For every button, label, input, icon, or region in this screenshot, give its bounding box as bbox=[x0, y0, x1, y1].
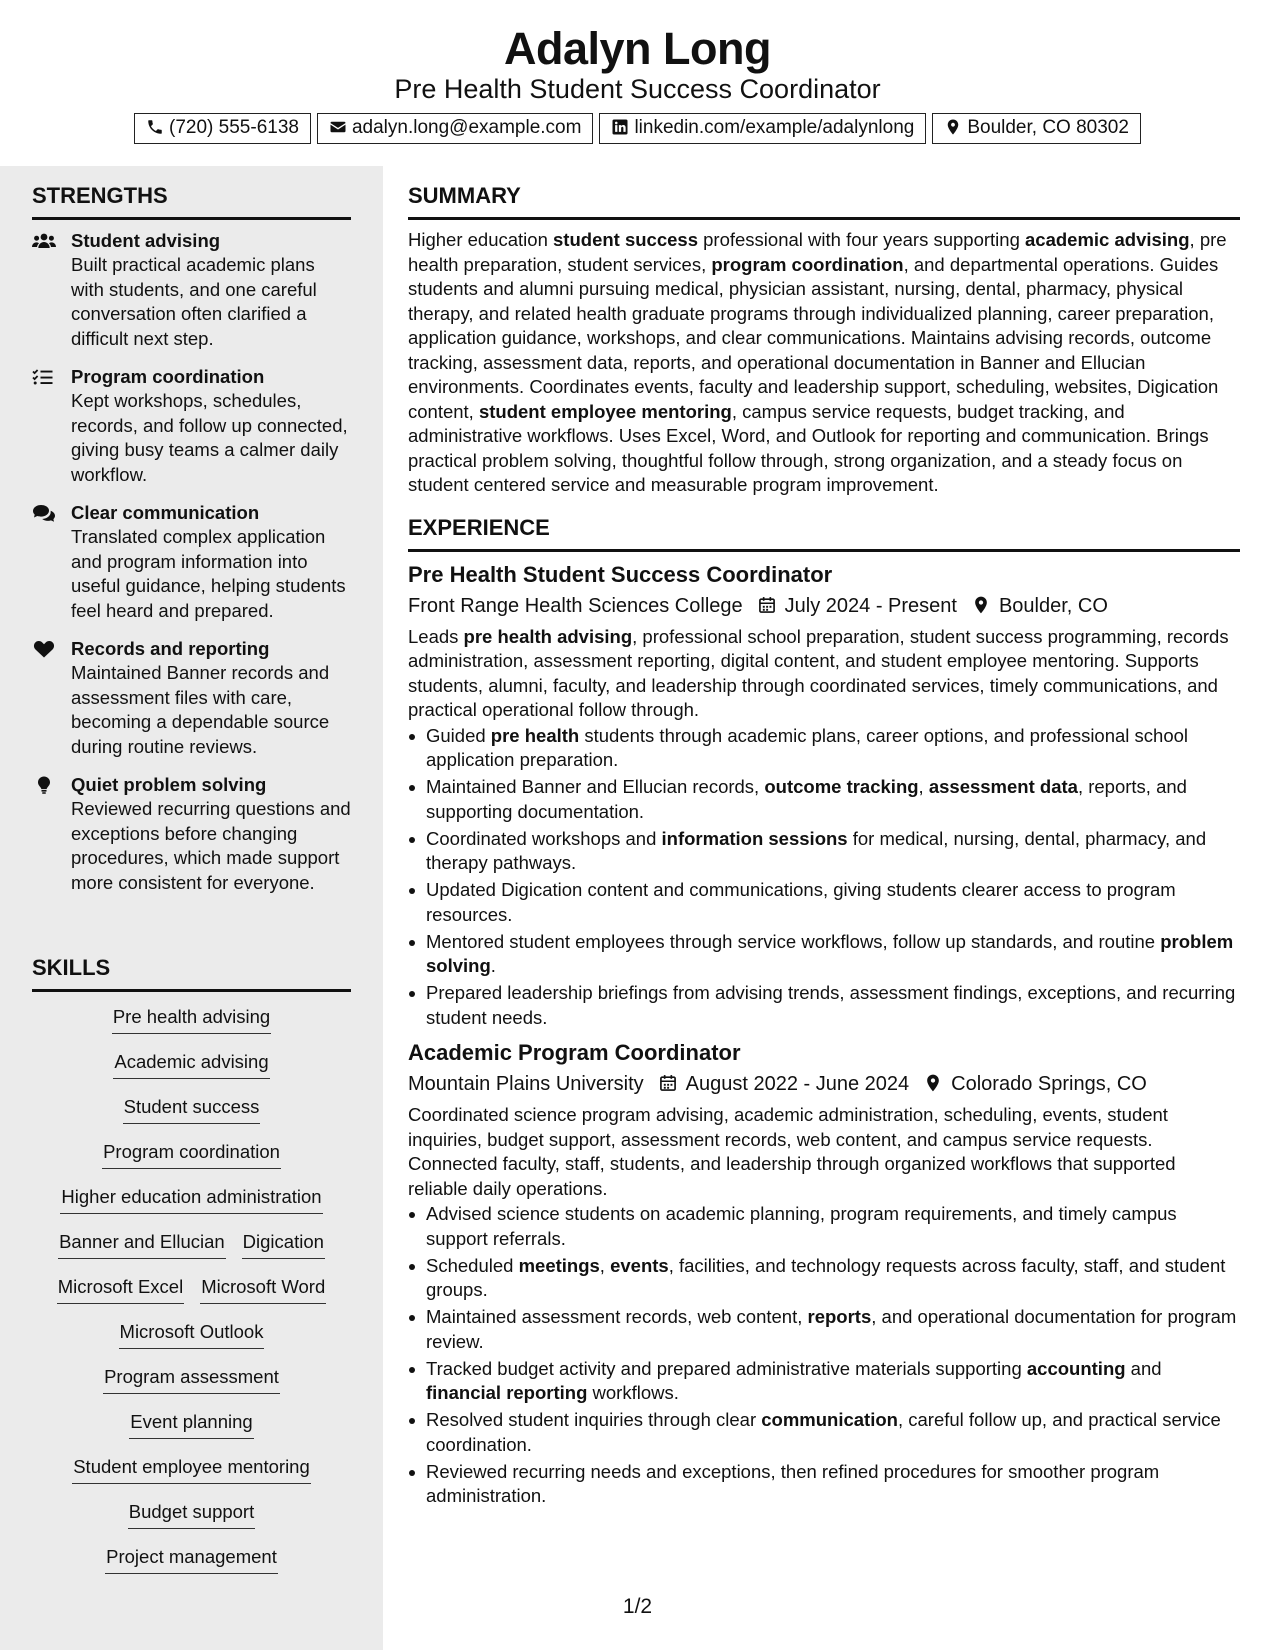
job-bullet: Tracked budget activity and prepared administrative materials supporting accounting and financial reporting workflows. bbox=[426, 1357, 1240, 1406]
strength-description: Maintained Banner records and assessment files with care, becoming a dependable source during routine reviews. bbox=[71, 662, 330, 757]
skill-tag: Event planning bbox=[129, 1409, 253, 1439]
skill-row bbox=[32, 1274, 351, 1319]
job-dates: July 2024 - Present bbox=[784, 594, 957, 617]
calendar-icon bbox=[658, 1073, 678, 1093]
bold-keyword: communication bbox=[761, 1409, 898, 1430]
job-bullet: Scheduled meetings, events, facilities, and technology requests across faculty, staff, and student groups. bbox=[426, 1254, 1240, 1303]
strength-item bbox=[32, 773, 352, 895]
bold-keyword: events bbox=[610, 1254, 669, 1276]
job-bullet: Guided pre health students through academic plans, career options, and professional school application preparation. bbox=[426, 724, 1240, 773]
job-bullet: Updated Digication content and communications, giving students clearer access to program resources. bbox=[426, 878, 1240, 927]
envelope-icon bbox=[329, 118, 347, 136]
skill-row bbox=[32, 1319, 351, 1364]
bold-keyword: reports bbox=[807, 1306, 872, 1327]
job-organization: Front Range Health Sciences College bbox=[408, 594, 743, 617]
skill-row bbox=[32, 1409, 351, 1454]
skill-tag: Project management bbox=[105, 1544, 278, 1574]
skill-tag: Student success bbox=[123, 1094, 261, 1124]
strength-title: Clear communication bbox=[71, 502, 260, 523]
contact-linkedin-text: linkedin.com/example/adalynlong bbox=[634, 117, 915, 138]
job-location: Boulder, CO bbox=[998, 594, 1108, 617]
job-bullet: Advised science students on academic planning, program requirements, and timely campus support referrals. bbox=[426, 1202, 1240, 1251]
strength-description: Built practical academic plans with students, and one careful conversation often clarified a difficult next step. bbox=[71, 254, 317, 349]
lightbulb-icon bbox=[32, 776, 56, 794]
strengths-list bbox=[32, 229, 352, 909]
bold-keyword: assessment data bbox=[928, 776, 1078, 797]
strength-description: Reviewed recurring questions and exceptions before changing procedures, which made support more consistent for everyone. bbox=[71, 798, 351, 893]
skill-tag: Microsoft Excel bbox=[57, 1274, 184, 1304]
strength-title: Records and reporting bbox=[71, 638, 270, 659]
contact-phone-text: (720) 555-6138 bbox=[169, 117, 299, 138]
skill-tag: Banner and Ellucian bbox=[58, 1229, 226, 1259]
skill-row bbox=[32, 1049, 351, 1094]
contact-linkedin[interactable] bbox=[599, 113, 926, 144]
skill-tag: Pre health advising bbox=[112, 1004, 271, 1034]
skill-row bbox=[32, 1364, 351, 1409]
summary-heading: SUMMARY bbox=[408, 183, 1240, 220]
skill-tag: Microsoft Outlook bbox=[119, 1319, 265, 1349]
strength-item bbox=[32, 229, 352, 351]
users-icon bbox=[32, 232, 56, 250]
heart-icon bbox=[32, 640, 56, 658]
job-title: Pre Health Student Success Coordinator bbox=[408, 561, 833, 587]
skill-row bbox=[32, 1499, 351, 1544]
job-bullets bbox=[408, 724, 1240, 1031]
bold-keyword: academic advising bbox=[1025, 229, 1190, 250]
strength-item bbox=[32, 501, 352, 623]
job-description: Coordinated science program advising, academic administration, scheduling, events, student inquiries, budget support, assessment records, web content, and campus service requests. Connected faculty, staff, students, and leadership through organized workflows that supported reliable daily operations. bbox=[408, 1104, 1176, 1199]
skill-row bbox=[32, 1184, 351, 1229]
contact-bar bbox=[0, 113, 1275, 144]
strengths-heading: STRENGTHS bbox=[32, 183, 351, 220]
strength-item bbox=[32, 365, 352, 487]
job-bullet: Reviewed recurring needs and exceptions, then refined procedures for smoother program administration. bbox=[426, 1460, 1240, 1509]
bold-keyword: outcome tracking bbox=[764, 776, 919, 797]
strength-title: Quiet problem solving bbox=[71, 774, 267, 795]
phone-icon bbox=[146, 118, 164, 136]
job-bullet: Coordinated workshops and information sessions for medical, nursing, dental, pharmacy, and therapy pathways. bbox=[426, 827, 1240, 876]
skill-tag: Program coordination bbox=[102, 1139, 281, 1169]
page-number: 1/2 bbox=[622, 1595, 653, 1618]
linkedin-icon bbox=[611, 118, 629, 136]
summary-text: Higher education student success professional with four years supporting academic advising, pre health preparation, student services, program coordination, and departmental operations. Guides students and alumni pursuing medical, physician assistant, nursing, dental, pharmacy, physical therapy, and related health graduate programs through individualized planning, career preparation, application guidance, workshops, and clear communications. Maintains advising records, outcome tracking, assessment data, reports, and operational documentation in Banner and Ellucian environments. Coordinates events, faculty and leadership support, scheduling, websites, Digication content, student employee mentoring, campus service requests, budget tracking, and administrative workflows. Uses Excel, Word, and Outlook for reporting and communication. Brings practical problem solving, thoughtful follow through, strong organization, and a steady focus on student centered service and measurable program improvement. bbox=[408, 229, 1227, 495]
bold-keyword: student employee mentoring bbox=[478, 400, 732, 422]
skill-tag: Higher education administration bbox=[60, 1184, 322, 1214]
contact-phone[interactable] bbox=[134, 113, 311, 144]
job-entry bbox=[408, 1039, 1240, 1509]
candidate-name: Adalyn Long bbox=[504, 23, 771, 74]
bold-keyword: information sessions bbox=[661, 827, 848, 849]
bold-keyword: student success bbox=[553, 229, 698, 250]
job-bullet: Maintained assessment records, web content, reports, and operational documentation for program review. bbox=[426, 1305, 1240, 1354]
bold-keyword: program coordination bbox=[711, 253, 904, 275]
skills-heading: SKILLS bbox=[32, 955, 351, 992]
strength-description: Translated complex application and program information into useful guidance, helping students feel heard and prepared. bbox=[71, 526, 346, 621]
skill-tag: Microsoft Word bbox=[200, 1274, 326, 1304]
job-bullets bbox=[408, 1202, 1240, 1509]
job-meta bbox=[408, 1070, 1240, 1098]
bold-keyword: pre health bbox=[490, 724, 580, 746]
checklist-icon bbox=[32, 368, 56, 386]
skill-tag: Academic advising bbox=[113, 1049, 269, 1079]
job-bullet: Maintained Banner and Ellucian records, outcome tracking, assessment data, reports, and supporting documentation. bbox=[426, 775, 1240, 824]
job-bullet: Resolved student inquiries through clear communication, careful follow up, and practical service coordination. bbox=[426, 1408, 1240, 1457]
map-pin-icon bbox=[944, 118, 962, 136]
contact-email[interactable] bbox=[317, 113, 593, 144]
sidebar bbox=[0, 166, 383, 1650]
skill-row bbox=[32, 1139, 351, 1184]
skill-tag: Digication bbox=[242, 1229, 325, 1259]
job-bullet: Mentored student employees through service workflows, follow up standards, and routine problem solving. bbox=[426, 930, 1240, 979]
skill-row bbox=[32, 1094, 351, 1139]
job-bullet: Prepared leadership briefings from advising trends, assessment findings, exceptions, and recurring student needs. bbox=[426, 981, 1240, 1030]
calendar-icon bbox=[757, 595, 777, 615]
job-title: Academic Program Coordinator bbox=[408, 1040, 741, 1065]
resume-header bbox=[0, 0, 1275, 166]
strength-item bbox=[32, 637, 352, 759]
job-location: Colorado Springs, CO bbox=[951, 1073, 1147, 1095]
contact-location-text: Boulder, CO 80302 bbox=[967, 117, 1129, 138]
skill-row bbox=[32, 1229, 351, 1274]
skill-row bbox=[32, 1544, 351, 1589]
bold-keyword: accounting bbox=[1026, 1357, 1126, 1379]
job-organization: Mountain Plains University bbox=[408, 1073, 644, 1095]
bold-keyword: problem solving bbox=[426, 930, 1234, 976]
skill-tag: Student employee mentoring bbox=[72, 1454, 311, 1484]
experience-heading: EXPERIENCE bbox=[408, 515, 1240, 552]
contact-email-text: adalyn.long@example.com bbox=[351, 117, 582, 138]
strength-title: Student advising bbox=[71, 230, 221, 251]
skill-tag: Program assessment bbox=[103, 1364, 280, 1394]
comments-icon bbox=[32, 504, 56, 522]
contact-location bbox=[932, 113, 1141, 144]
job-entry bbox=[408, 561, 1240, 1031]
skills-list bbox=[32, 1004, 351, 1589]
job-meta bbox=[408, 592, 1240, 620]
main-column bbox=[408, 166, 1240, 1511]
candidate-title: Pre Health Student Success Coordinator bbox=[394, 74, 881, 104]
skill-row bbox=[32, 1454, 351, 1499]
map-pin-icon bbox=[971, 595, 991, 615]
job-dates: August 2022 - June 2024 bbox=[685, 1073, 910, 1095]
map-pin-icon bbox=[923, 1073, 943, 1093]
bold-keyword: pre health advising bbox=[463, 625, 633, 647]
skill-tag: Budget support bbox=[128, 1499, 255, 1529]
bold-keyword: meetings bbox=[518, 1254, 600, 1276]
job-description: Leads pre health advising, professional school preparation, student success programming, records administration, assessment reporting, digital content, and student employee mentoring. Supports students, alumni, faculty, and leadership through coordinated services, timely communications, and practical operational follow through. bbox=[408, 625, 1229, 720]
bold-keyword: financial reporting bbox=[426, 1382, 588, 1403]
strength-description: Kept workshops, schedules, records, and follow up connected, giving busy teams a calmer daily workflow. bbox=[71, 390, 348, 485]
strength-title: Program coordination bbox=[71, 366, 265, 387]
skill-row bbox=[32, 1004, 351, 1049]
